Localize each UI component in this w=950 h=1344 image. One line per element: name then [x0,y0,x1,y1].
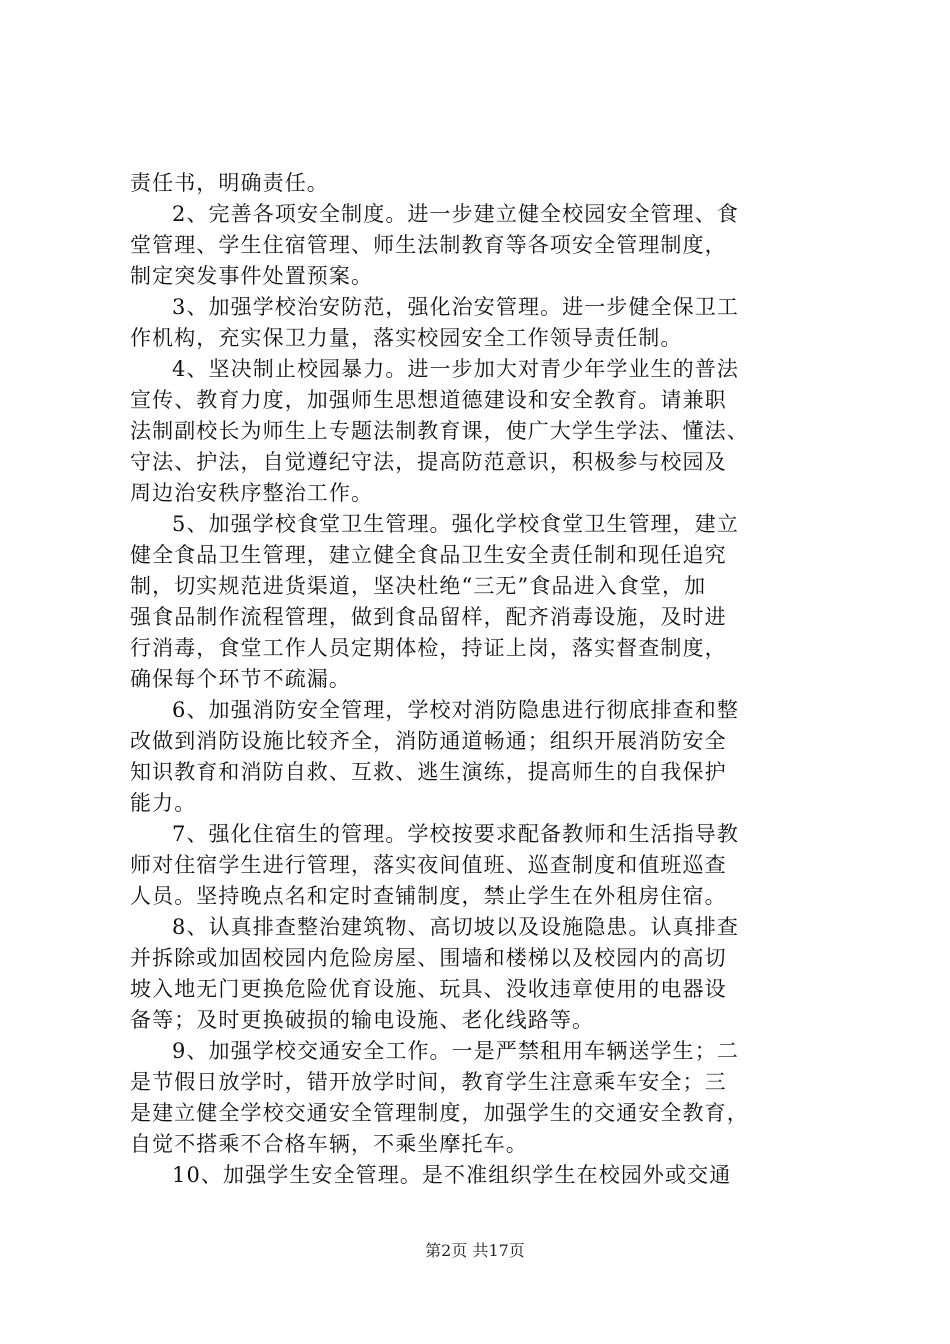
document-body [130,168,836,1191]
paragraph-line: 确保每个环节不疏漏。 [130,667,351,691]
paragraph-line: 能力。 [130,791,197,815]
paragraph-line: 制定突发事件处置预案。 [130,264,374,288]
paragraph-line: 是建立健全学校交通安全管理制度，加强学生的交通安全教育， [130,1101,749,1125]
paragraph-line: 健全食品卫生管理，建立健全食品卫生安全责任制和现任追究 [130,543,727,567]
paragraph-first-line: 8、认真排查整治建筑物、高切坡以及设施隐患。认真排查 [172,915,739,939]
paragraph-line: 制，切实规范进货渠道，坚决杜绝“三无”食品进入食堂，加 [130,574,707,598]
paragraph-first-line: 5、加强学校食堂卫生管理。强化学校食堂卫生管理，建立 [172,512,739,536]
paragraph-line: 责任书，明确责任。 [130,171,329,195]
paragraph-line: 改做到消防设施比较齐全，消防通道畅通；组织开展消防安全 [130,729,727,753]
paragraph-line: 师对住宿学生进行管理，落实夜间值班、巡查制度和值班巡查 [130,853,727,877]
paragraph-first-line: 2、完善各项安全制度。进一步建立健全校园安全管理、食 [172,202,739,226]
page-number-footer: 第2页 共17页 [425,1241,525,1260]
paragraph-line: 自觉不搭乘不合格车辆，不乘坐摩托车。 [130,1132,528,1156]
paragraph-first-line: 4、坚决制止校园暴力。进一步加大对青少年学业生的普法 [172,357,739,381]
paragraph-line: 法制副校长为师生上专题法制教育课，使广大学生学法、懂法、 [130,419,749,443]
paragraph-first-line: 10、加强学生安全管理。是不准组织学生在校园外或交通 [172,1163,732,1187]
paragraph-line: 强食品制作流程管理，做到食品留样，配齐消毒设施，及时进 [130,605,727,629]
paragraph-line: 周边治安秩序整治工作。 [130,481,374,505]
paragraph-line: 守法、护法，自觉遵纪守法，提高防范意识，积极参与校园及 [130,450,727,474]
paragraph-first-line: 7、强化住宿生的管理。学校按要求配备教师和生活指导教 [172,822,739,846]
paragraph-line: 备等；及时更换破损的输电设施、老化线路等。 [130,1008,595,1032]
paragraph-first-line: 6、加强消防安全管理，学校对消防隐患进行彻底排查和整 [172,698,739,722]
paragraph-line: 行消毒，食堂工作人员定期体检，持证上岗，落实督查制度， [130,636,727,660]
paragraph-first-line: 3、加强学校治安防范，强化治安管理。进一步健全保卫工 [172,295,739,319]
paragraph-line: 堂管理、学生住宿管理、师生法制教育等各项安全管理制度， [130,233,727,257]
paragraph-line: 作机构，充实保卫力量，落实校园安全工作领导责任制。 [130,326,683,350]
paragraph-line: 人员。坚持晚点名和定时查铺制度，禁止学生在外租房住宿。 [130,884,727,908]
paragraph-line: 并拆除或加固校园内危险房屋、围墙和楼梯以及校园内的高切 [130,946,727,970]
paragraph-first-line: 9、加强学校交通安全工作。一是严禁租用车辆送学生；二 [172,1039,739,1063]
paragraph-line: 宣传、教育力度，加强师生思想道德建设和安全教育。请兼职 [130,388,727,412]
paragraph-line: 知识教育和消防自救、互救、逃生演练，提高师生的自我保护 [130,760,727,784]
paragraph-line: 坡入地无门更换危险优育设施、玩具、没收违章使用的电器设 [130,977,727,1001]
paragraph-line: 是节假日放学时，错开放学时间，教育学生注意乘车安全；三 [130,1070,727,1094]
